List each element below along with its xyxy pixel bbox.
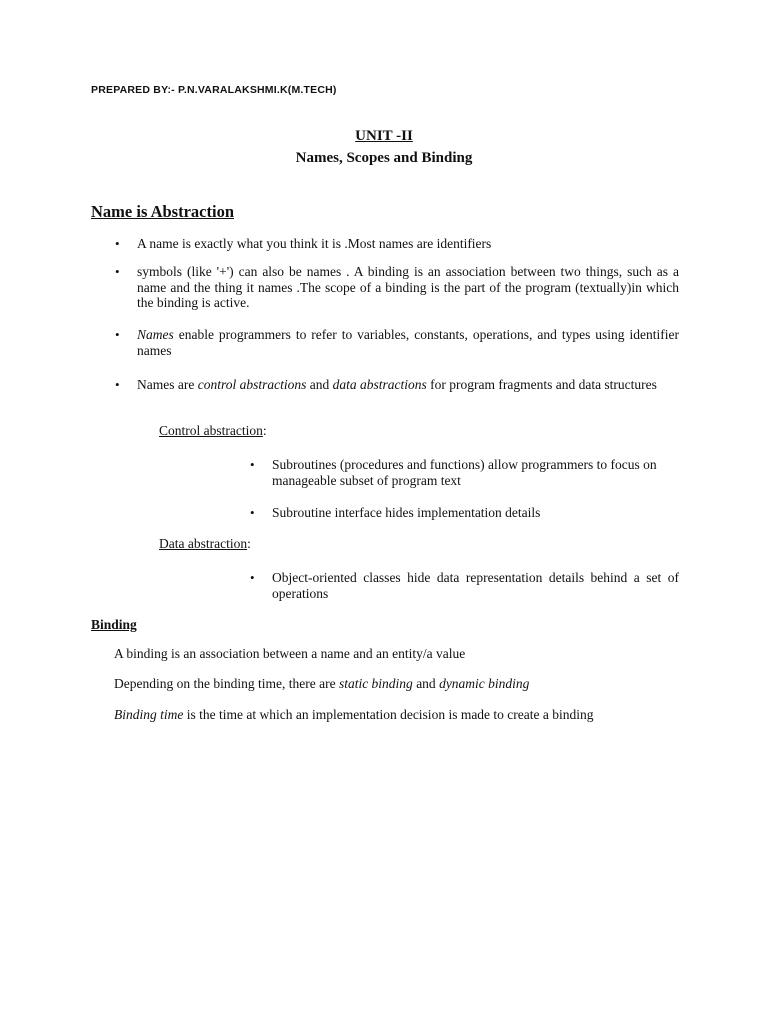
document-subtitle: Names, Scopes and Binding <box>295 150 473 166</box>
control-abstraction-heading <box>159 423 267 439</box>
bullet-icon: • <box>115 264 120 279</box>
section-heading-binding: Binding <box>91 617 137 632</box>
bullet-item-4-pre: Names are <box>137 377 198 392</box>
data-abstraction-item-1: Object-oriented classes hide data representation details behind a set of operations <box>272 570 679 601</box>
data-abstraction-colon: : <box>247 536 251 551</box>
section-heading-name-is-abstraction: Name is Abstraction <box>91 202 234 221</box>
italic-term-static-binding: static binding <box>338 676 413 691</box>
binding-paragraph-1: A binding is an association between a name and an entity/a value <box>114 646 466 661</box>
bullet-icon: • <box>250 505 255 520</box>
italic-term-data-abstractions: data abstractions <box>332 377 427 392</box>
unit-title: UNIT -II <box>355 128 413 144</box>
bullet-icon: • <box>115 236 120 251</box>
prepared-by-header: PREPARED BY:- P.N.VARALAKSHMI.K(M.TECH) <box>91 84 337 96</box>
control-abstraction-label: Control abstraction <box>159 423 263 438</box>
binding-paragraph-2 <box>114 676 529 692</box>
bullet-item-4-post: for program fragments and data structures <box>426 377 657 392</box>
control-abstraction-item-1: Subroutines (procedures and functions) allow programmers to focus on manageable subset of program text <box>272 457 657 488</box>
control-abstraction-item-2: Subroutine interface hides implementation details <box>272 505 541 520</box>
binding-paragraph-2-mid: and <box>412 676 440 691</box>
data-abstraction-heading <box>159 536 251 552</box>
data-abstraction-label: Data abstraction <box>159 536 248 551</box>
bullet-item-3-text: enable programmers to refer to variables, constants, operations, and types using identifier names <box>137 327 679 358</box>
binding-paragraph-3 <box>114 707 594 723</box>
binding-paragraph-2-pre: Depending on the binding time, there are <box>114 676 339 691</box>
italic-term-binding-time: Binding time <box>114 707 184 722</box>
bullet-item-4 <box>137 377 679 393</box>
italic-term-names: Names <box>137 327 174 342</box>
bullet-icon: • <box>115 327 120 342</box>
control-abstraction-colon: : <box>262 423 267 438</box>
italic-term-control-abstractions: control abstractions <box>197 377 307 392</box>
bullet-icon: • <box>115 377 120 392</box>
bullet-item-3 <box>137 327 679 358</box>
bullet-icon: • <box>250 457 255 472</box>
binding-paragraph-3-text: is the time at which an implementation decision is made to create a binding <box>183 707 594 722</box>
italic-term-dynamic-binding: dynamic binding <box>439 676 530 691</box>
bullet-item-4-mid: and <box>306 377 333 392</box>
bullet-item-2: symbols (like '+') can also be names . A binding is an association between two things, such as a name and the thing it names .The scope of a binding is the part of the program (textually)in which the binding is active. <box>137 264 679 310</box>
bullet-item-1: A name is exactly what you think it is .Most names are identifiers <box>137 236 492 251</box>
bullet-icon: • <box>250 570 255 585</box>
